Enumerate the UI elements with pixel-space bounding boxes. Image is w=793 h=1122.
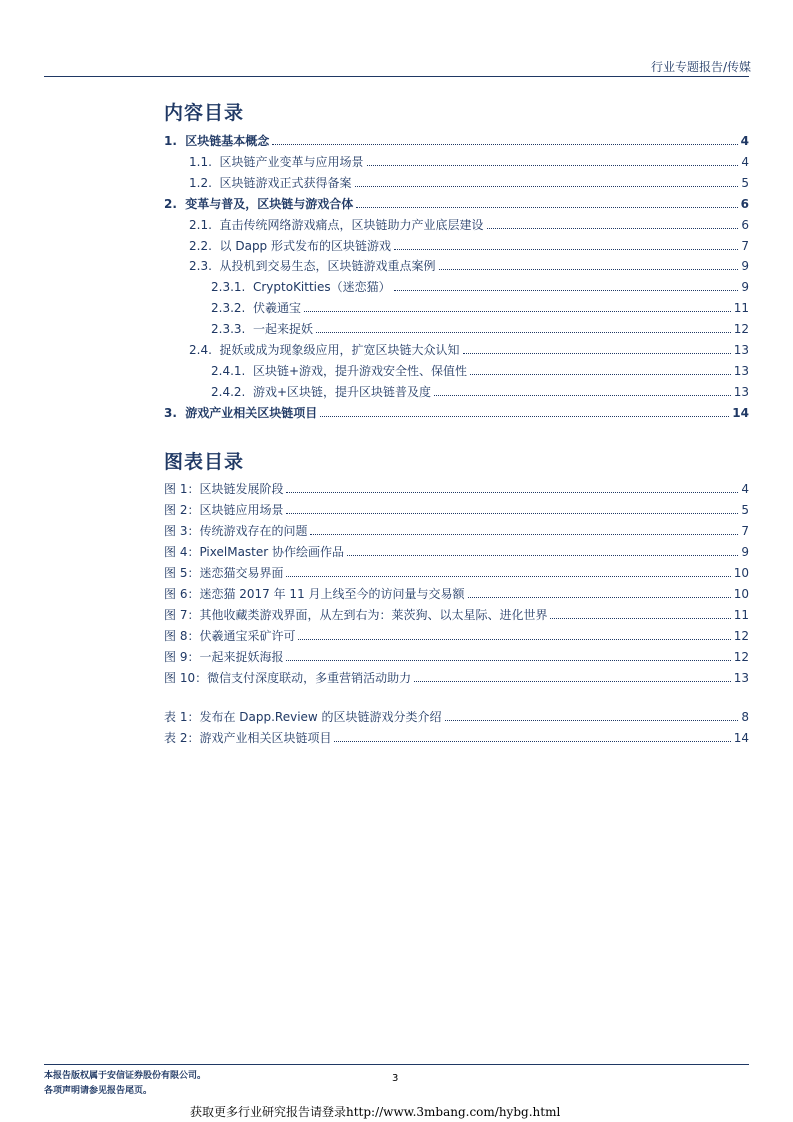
toc-entry[interactable] <box>164 644 749 664</box>
dot-leader <box>320 415 729 417</box>
dot-leader <box>286 659 730 661</box>
dot-leader <box>356 206 737 208</box>
toc-entry[interactable] <box>189 253 749 273</box>
dot-leader <box>487 227 739 229</box>
footer-divider <box>44 1064 749 1065</box>
entry-number: 图 2： <box>164 503 200 517</box>
toc-entry[interactable] <box>189 233 749 253</box>
copyright-note: 本报告版权属于安信证券股份有限公司。 <box>44 1071 207 1081</box>
dot-leader <box>355 185 739 187</box>
entry-page-number: 7 <box>741 524 749 538</box>
entry-number: 图 1： <box>164 482 200 496</box>
entry-number: 图 5： <box>164 566 200 580</box>
dot-leader <box>316 331 731 333</box>
toc-entry[interactable] <box>211 316 749 336</box>
toc-entry[interactable] <box>164 497 749 517</box>
entry-title: 区块链应用场景 <box>199 503 284 517</box>
toc-entry[interactable] <box>211 295 749 315</box>
toc-entry[interactable] <box>164 581 749 601</box>
dot-leader <box>298 638 730 640</box>
entry-page-number: 10 <box>733 566 749 580</box>
entry-title: 游戏+区块链，提升区块链普及度 <box>252 384 432 399</box>
entry-number: 2.4.1. <box>211 363 253 378</box>
entry-number: 2.4. <box>189 343 220 357</box>
entry-title: 区块链游戏正式获得备案 <box>219 175 352 190</box>
toc-entry[interactable] <box>211 379 749 399</box>
dot-leader <box>367 164 739 166</box>
entry-number: 图 9： <box>164 650 200 664</box>
disclaimer-note: 各项声明请参见报告尾页。 <box>44 1086 153 1096</box>
toc-entry[interactable] <box>189 149 749 169</box>
entry-number: 图 6： <box>164 587 200 601</box>
entry-page-number: 6 <box>740 196 749 211</box>
dot-leader <box>468 596 731 598</box>
entry-number: 表 2： <box>164 731 200 745</box>
entry-page-number: 12 <box>733 629 749 643</box>
entry-title: 区块链发展阶段 <box>199 482 284 496</box>
entry-page-number: 14 <box>733 731 749 745</box>
entry-number: 图 7： <box>164 608 200 622</box>
entry-page-number: 9 <box>741 545 749 559</box>
entry-number: 1.2. <box>189 175 220 190</box>
entry-number: 图 3： <box>164 524 200 538</box>
entry-page-number: 11 <box>733 608 749 622</box>
entry-title: 直击传统网络游戏痛点，区块链助力产业底层建设 <box>219 217 484 232</box>
dot-leader <box>463 352 731 354</box>
dot-leader <box>286 491 738 493</box>
dot-leader <box>434 394 731 396</box>
toc-title: 内容目录 <box>164 102 245 124</box>
entry-title: 伏羲通宝采矿许可 <box>199 629 296 643</box>
entry-page-number: 13 <box>733 343 749 357</box>
entry-title: 迷恋猫交易界面 <box>199 566 284 580</box>
entry-number: 2. <box>164 196 186 211</box>
entry-number: 3. <box>164 405 186 420</box>
dot-leader <box>414 680 731 682</box>
entry-title: 捉妖或成为现象级应用，扩宽区块链大众认知 <box>219 343 460 357</box>
entry-title: PixelMaster 协作绘画作品 <box>199 545 345 559</box>
dot-leader <box>470 373 731 375</box>
entry-page-number: 7 <box>741 238 749 253</box>
entry-title: 其他收藏类游戏界面，从左到右为：莱茨狗、以太星际、进化世界 <box>199 608 548 622</box>
entry-title: 区块链产业变革与应用场景 <box>219 154 364 169</box>
entry-page-number: 8 <box>741 710 749 724</box>
entry-page-number: 4 <box>740 134 749 148</box>
entry-title: 游戏产业相关区块链项目 <box>199 731 332 745</box>
entry-number: 1. <box>164 134 186 148</box>
entry-title: CryptoKitties（迷恋猫） <box>252 280 391 295</box>
entry-page-number: 13 <box>733 384 749 399</box>
entry-page-number: 9 <box>741 280 749 295</box>
entry-page-number: 5 <box>741 175 749 190</box>
toc-entry[interactable] <box>164 476 749 496</box>
dot-leader <box>304 310 731 312</box>
entry-number: 2.3.3. <box>211 322 253 337</box>
page-number: 3 <box>392 1073 399 1084</box>
entry-page-number: 12 <box>733 650 749 664</box>
dot-leader <box>310 533 738 535</box>
entry-page-number: 13 <box>733 363 749 378</box>
toc-entry[interactable] <box>164 704 749 724</box>
entry-page-number: 10 <box>733 587 749 601</box>
entry-number: 2.3.2. <box>211 301 253 316</box>
entry-number: 2.1. <box>189 217 220 232</box>
toc-entry[interactable] <box>189 337 749 357</box>
entry-title: 迷恋猫 2017 年 11 月上线至今的访问量与交易额 <box>199 587 465 601</box>
toc-entry[interactable] <box>164 623 749 643</box>
dot-leader <box>394 248 738 250</box>
toc-entry[interactable] <box>164 665 749 685</box>
entry-title: 伏羲通宝 <box>252 301 301 316</box>
entry-title: 发布在 Dapp.Review 的区块链游戏分类介绍 <box>199 710 442 724</box>
toc-entry[interactable] <box>164 191 749 211</box>
entry-number: 图 8： <box>164 629 200 643</box>
entry-title: 从投机到交易生态，区块链游戏重点案例 <box>219 259 436 274</box>
report-category-header: 行业专题报告/传媒 <box>650 60 751 74</box>
entry-title: 传统游戏存在的问题 <box>199 524 308 538</box>
toc-entry[interactable] <box>164 602 749 622</box>
header-divider <box>44 76 749 77</box>
dot-leader <box>286 575 730 577</box>
entry-title: 区块链基本概念 <box>185 134 270 148</box>
entry-page-number: 4 <box>741 482 749 496</box>
entry-title: 变革与普及，区块链与游戏合体 <box>185 196 354 211</box>
entry-number: 2.3. <box>189 259 220 274</box>
promo-link-text[interactable]: 获取更多行业研究报告请登录http://www.3mbang.com/hybg.html <box>190 1105 561 1119</box>
entry-number: 1.1. <box>189 154 220 169</box>
entry-page-number: 12 <box>733 322 749 337</box>
entry-page-number: 4 <box>741 154 749 169</box>
dot-leader <box>550 617 730 619</box>
toc-entry[interactable] <box>211 358 749 378</box>
entry-title: 一起来捉妖 <box>252 322 313 337</box>
entry-page-number: 5 <box>741 503 749 517</box>
entry-number: 2.2. <box>189 238 220 253</box>
dot-leader <box>347 554 738 556</box>
toc-entry[interactable] <box>164 400 749 420</box>
toc-entry[interactable] <box>189 170 749 190</box>
dot-leader <box>334 740 730 742</box>
entry-page-number: 6 <box>741 217 749 232</box>
entry-title: 一起来捉妖海报 <box>199 650 284 664</box>
entry-page-number: 11 <box>733 301 749 316</box>
entry-page-number: 9 <box>741 259 749 274</box>
entry-title: 区块链+游戏，提升游戏安全性、保值性 <box>252 363 468 378</box>
dot-leader <box>445 719 739 721</box>
toc-entry[interactable] <box>211 274 749 294</box>
entry-title: 微信支付深度联动，多重营销活动助力 <box>207 671 412 685</box>
toc-entry[interactable] <box>164 539 749 559</box>
dot-leader <box>272 143 737 145</box>
entry-title: 以 Dapp 形式发布的区块链游戏 <box>219 238 391 253</box>
toc-entry[interactable] <box>164 128 749 148</box>
figures-title: 图表目录 <box>164 451 245 473</box>
toc-entry[interactable] <box>164 560 749 580</box>
entry-number: 2.3.1. <box>211 280 253 295</box>
toc-entry[interactable] <box>164 518 749 538</box>
entry-page-number: 14 <box>732 405 749 420</box>
toc-entry[interactable] <box>164 725 749 745</box>
dot-leader <box>286 512 738 514</box>
toc-entry[interactable] <box>189 212 749 232</box>
entry-number: 图 10： <box>164 671 208 685</box>
entry-number: 2.4.2. <box>211 384 253 399</box>
entry-number: 表 1： <box>164 710 200 724</box>
dot-leader <box>439 268 739 270</box>
entry-page-number: 13 <box>733 671 749 685</box>
dot-leader <box>394 289 739 291</box>
entry-title: 游戏产业相关区块链项目 <box>185 405 318 420</box>
entry-number: 图 4： <box>164 545 200 559</box>
